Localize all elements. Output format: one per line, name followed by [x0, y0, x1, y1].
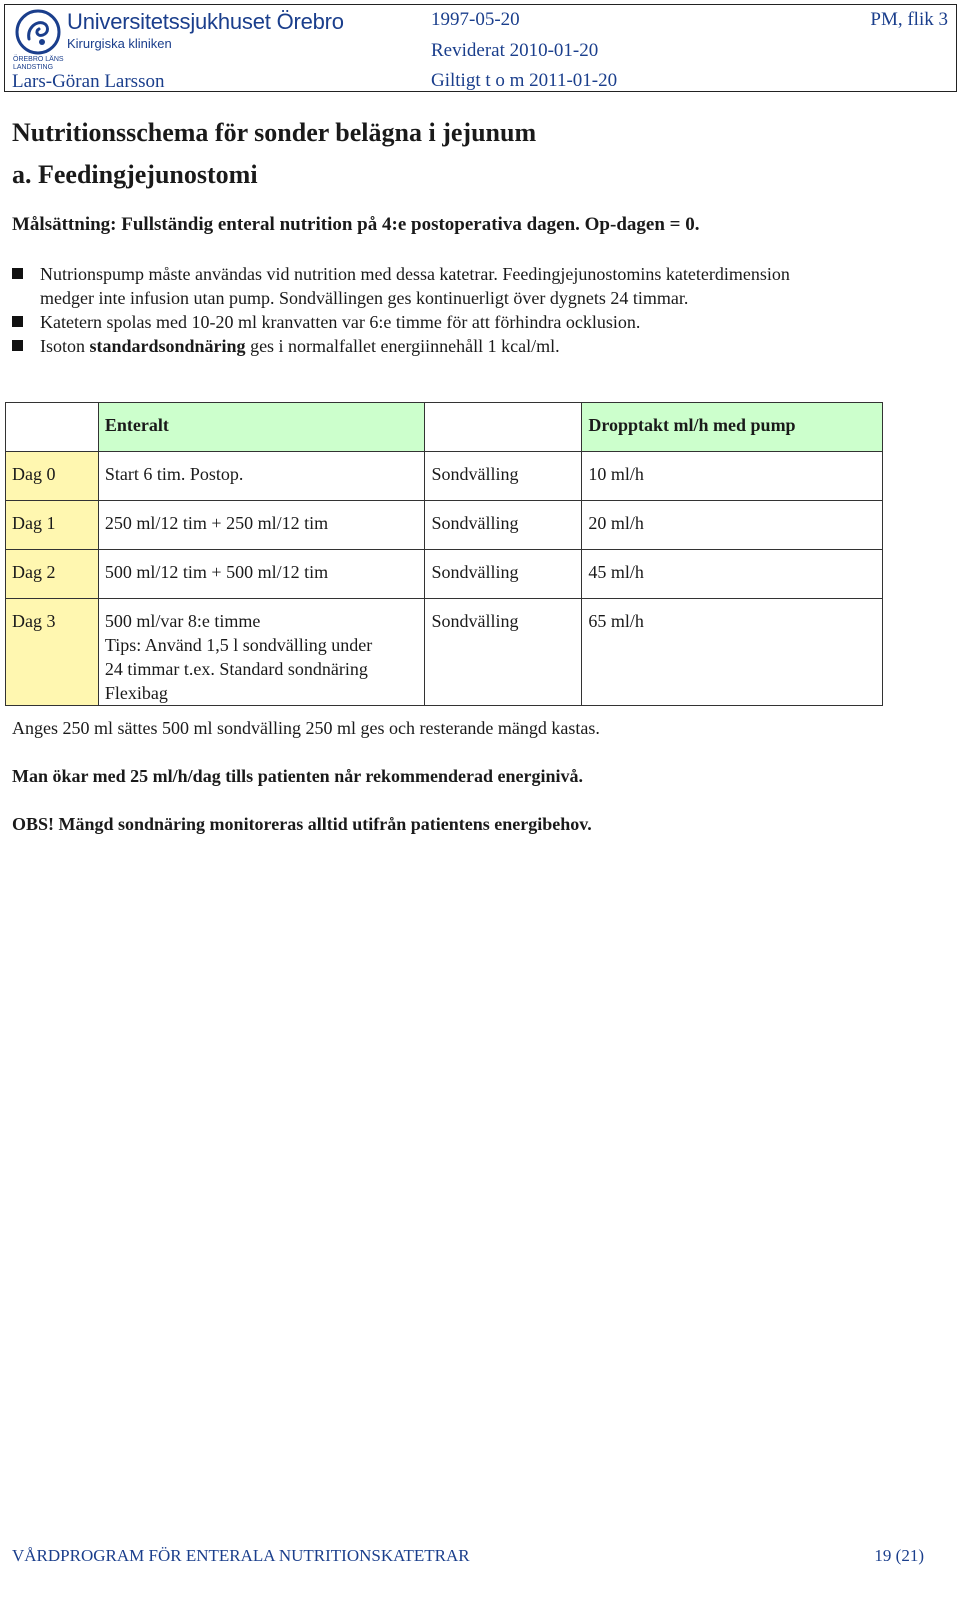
- list-item: [12, 334, 932, 358]
- table-row: [6, 550, 883, 599]
- obs-note: OBS! Mängd sondnäring monitoreras alltid utifrån patientens energibehov.: [12, 814, 592, 834]
- header-cell-empty: [425, 403, 582, 452]
- method-cell: Sondvälling: [425, 599, 582, 706]
- instruction-list: [12, 262, 932, 358]
- header-cell-enteral: Enteralt: [98, 403, 425, 452]
- day-cell: Dag 1: [6, 501, 99, 550]
- nutrition-schedule-table: [5, 402, 883, 706]
- rate-cell: 10 ml/h: [582, 452, 883, 501]
- bullet-text-line1: Nutrionspump måste användas vid nutrition med dessa katetrar. Feedingjejunostomins kateterdimension: [40, 264, 790, 284]
- logo-sub-text: Kirurgiska kliniken: [67, 36, 172, 51]
- footer-page-number: 19 (21): [874, 1546, 924, 1565]
- original-date: 1997-05-20: [431, 9, 520, 30]
- enteral-line: Tips: Använd 1,5 l sondvälling under: [104, 635, 373, 655]
- enteral-cell: 500 ml/12 tim + 500 ml/12 tim: [98, 550, 425, 599]
- rate-cell: 20 ml/h: [582, 501, 883, 550]
- bullet-text-suffix: ges i normalfallet energiinnehåll 1 kcal/ml.: [245, 336, 560, 356]
- enteral-line: 500 ml/var 8:e timme: [104, 611, 261, 631]
- bullet-text-bold: standardsondnäring: [89, 336, 246, 356]
- enteral-line: Flexibag: [104, 683, 168, 703]
- enteral-cell: Start 6 tim. Postop.: [98, 452, 425, 501]
- revised-date: Reviderat 2010-01-20: [431, 40, 599, 61]
- list-item: [12, 310, 932, 334]
- logo-main-text: Universitetssjukhuset Örebro: [67, 9, 344, 34]
- footer-program-title: VÅRDPROGRAM FÖR ENTERALA NUTRITIONSKATETRAR: [12, 1546, 470, 1565]
- day-cell: Dag 2: [6, 550, 99, 599]
- bullet-text-line2: medger inte infusion utan pump. Sondvällingen ges kontinuerligt över dygnets 24 timmar.: [40, 288, 689, 308]
- bullet-text: Katetern spolas med 10-20 ml kranvatten var 6:e timme för att förhindra ocklusion.: [40, 312, 641, 332]
- method-cell: Sondvälling: [425, 550, 582, 599]
- method-cell: Sondvälling: [425, 452, 582, 501]
- enteral-cell: [98, 599, 425, 706]
- enteral-line: 24 timmar t.ex. Standard sondnäring: [104, 659, 368, 679]
- table-header-row: [6, 403, 883, 452]
- list-item: [12, 262, 932, 310]
- day-cell: Dag 0: [6, 452, 99, 501]
- header-cell-empty: [6, 403, 99, 452]
- section-label: PM, flik 3: [870, 9, 948, 30]
- valid-until-date: Giltigt t o m 2011-01-20: [431, 70, 618, 91]
- method-cell: Sondvälling: [425, 501, 582, 550]
- page-title: Nutritionsschema för sonder belägna i jejunum: [12, 118, 537, 147]
- table-row: [6, 501, 883, 550]
- table-row: [6, 452, 883, 501]
- hospital-emblem-icon: [15, 9, 61, 55]
- day-cell: Dag 3: [6, 599, 99, 706]
- enteral-cell: 250 ml/12 tim + 250 ml/12 tim: [98, 501, 425, 550]
- document-header: [4, 4, 957, 92]
- header-cell-rate: Dropptakt ml/h med pump: [582, 403, 883, 452]
- bullet-text-prefix: Isoton: [40, 336, 90, 356]
- square-bullet-icon: [12, 316, 23, 327]
- author-name: Lars-Göran Larsson: [12, 71, 165, 92]
- hospital-logo: [11, 7, 351, 71]
- table-row: [6, 599, 883, 706]
- rate-cell: 65 ml/h: [582, 599, 883, 706]
- square-bullet-icon: [12, 268, 23, 279]
- logo-county-text: ÖREBRO LÄNS LANDSTING: [13, 56, 64, 71]
- page-subtitle: a. Feedingjejunostomi: [12, 160, 258, 189]
- rate-cell: 45 ml/h: [582, 550, 883, 599]
- goal-statement: Målsättning: Fullständig enteral nutrition på 4:e postoperativa dagen. Op-dagen = 0.: [12, 214, 700, 235]
- square-bullet-icon: [12, 340, 23, 351]
- dosage-note: Anges 250 ml sättes 500 ml sondvälling 250 ml ges och resterande mängd kastas.: [12, 718, 600, 738]
- increase-note: Man ökar med 25 ml/h/dag tills patienten når rekommenderad energinivå.: [12, 766, 584, 786]
